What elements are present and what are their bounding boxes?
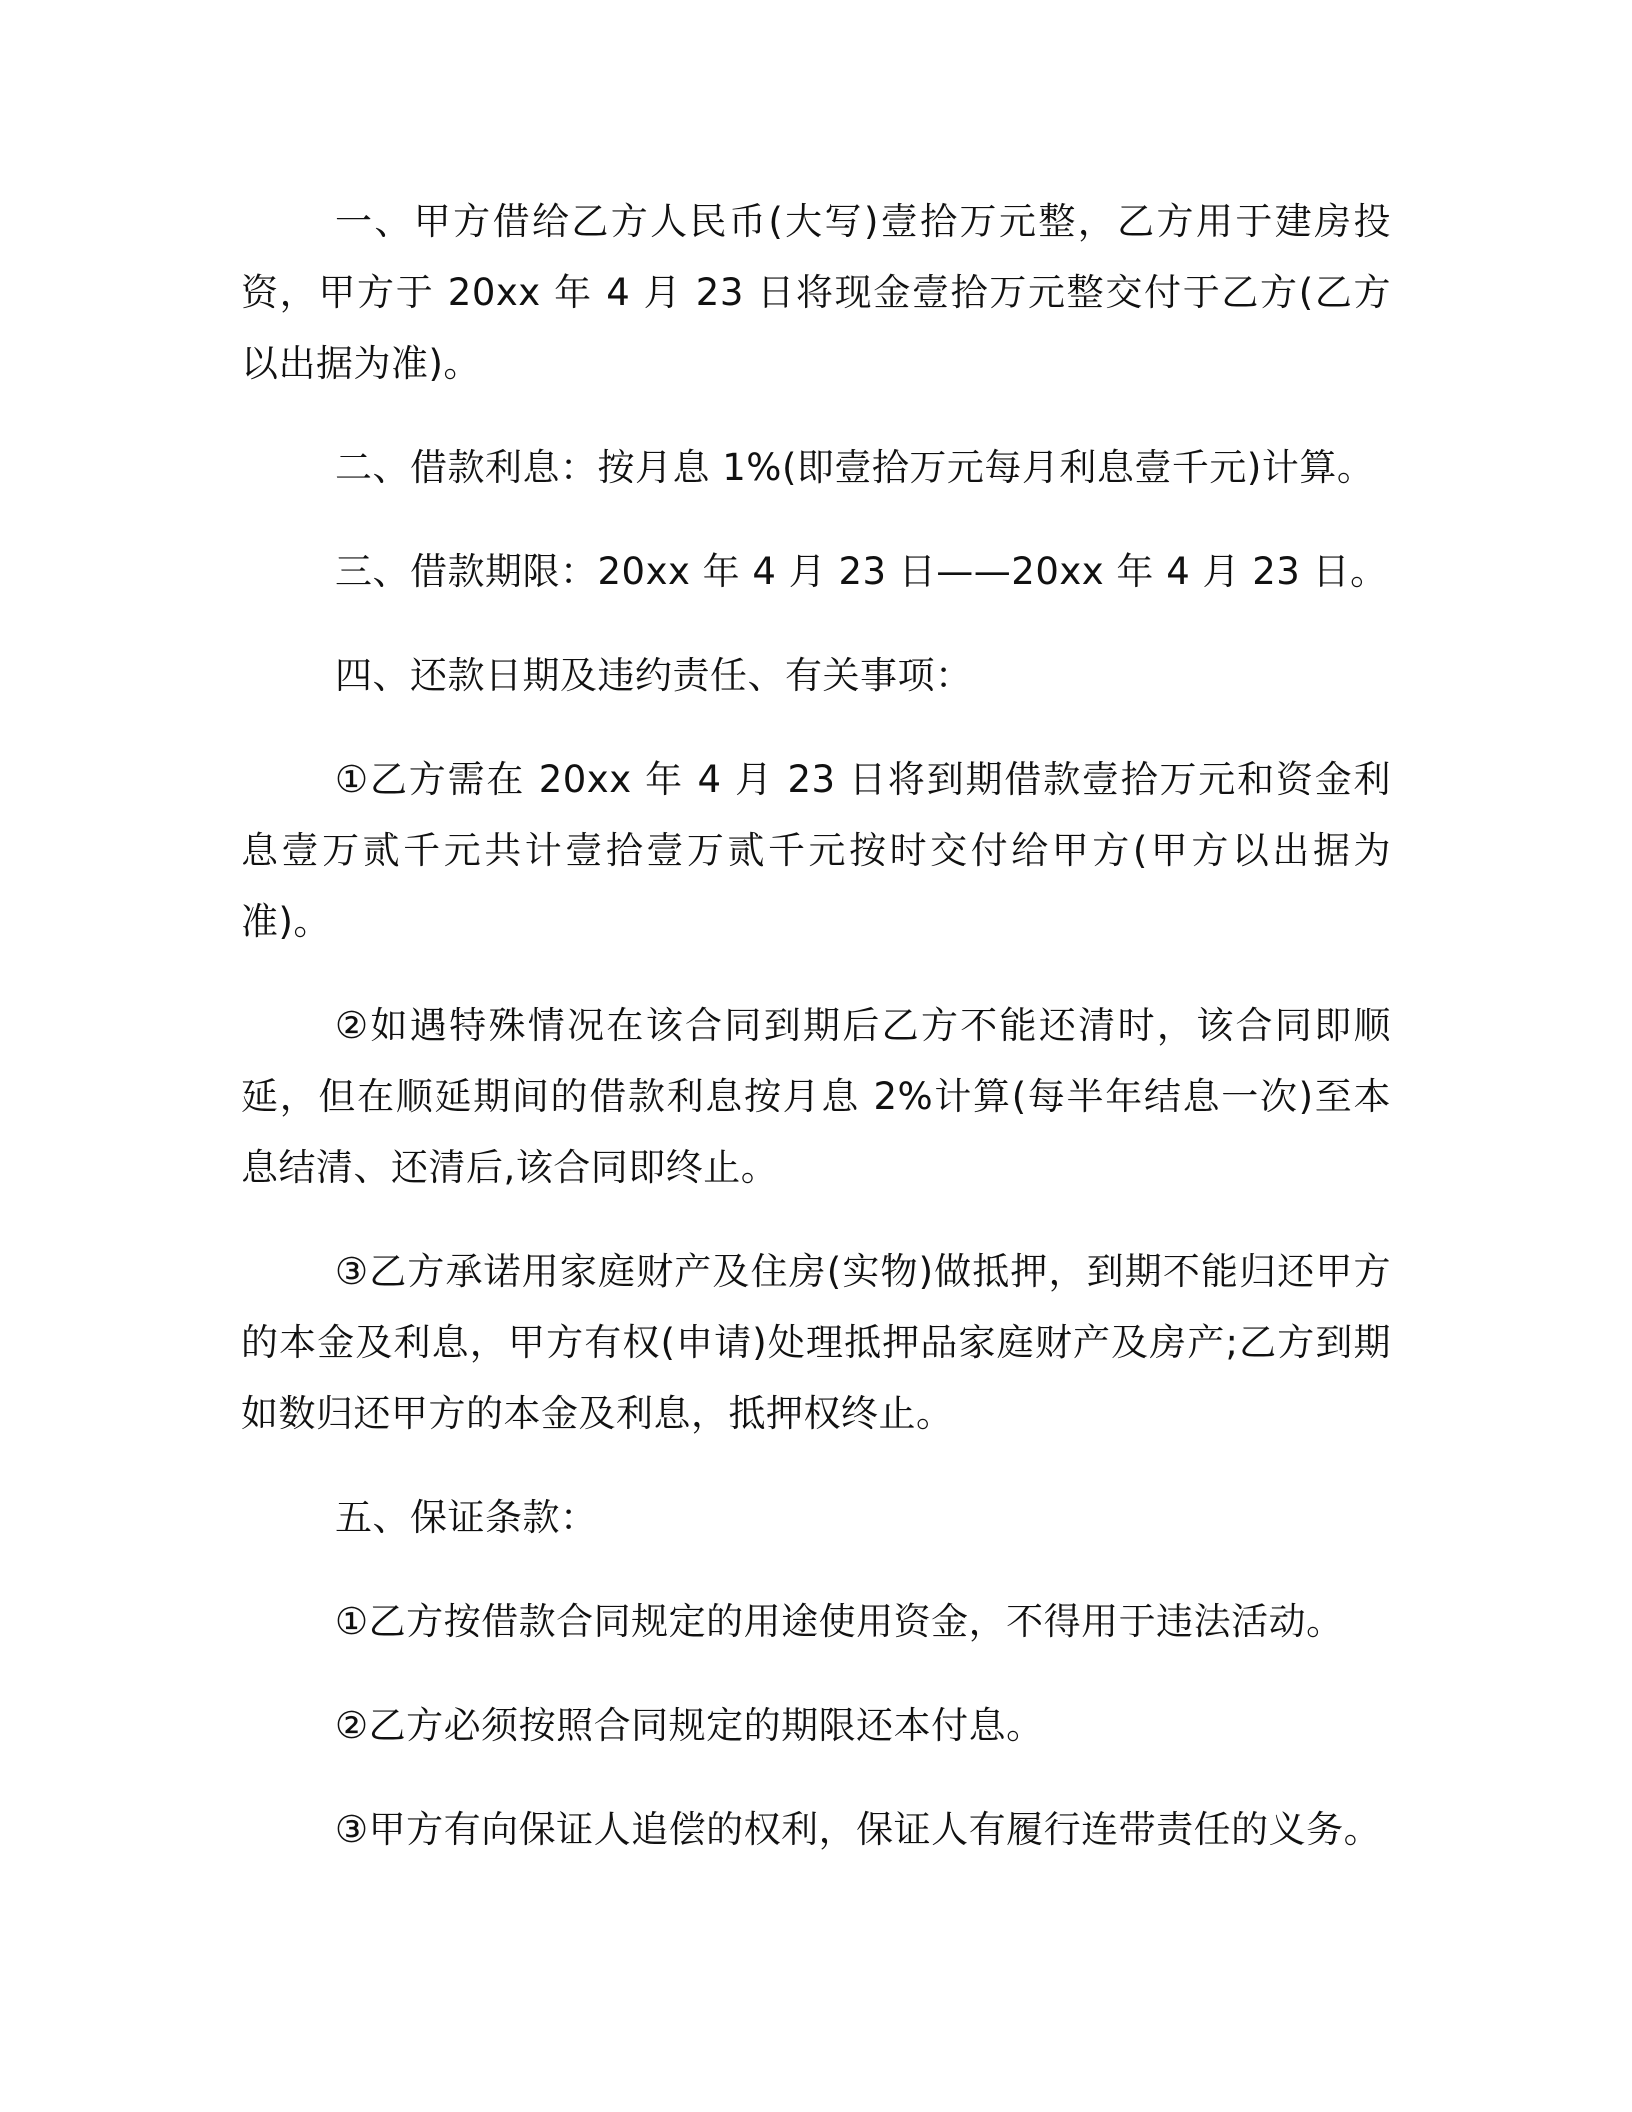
document-body <box>241 186 1391 1865</box>
clause-1-loan-amount: 一、甲方借给乙方人民币(大写)壹拾万元整，乙方用于建房投资，甲方于 20xx 年 4 月 23 日将现金壹拾万元整交付于乙方(乙方以出据为准)。 <box>241 200 1391 385</box>
clause-4-item-1: ①乙方需在 20xx 年 4 月 23 日将到期借款壹拾万元和资金利息壹万贰千元共计壹拾壹万贰千元按时交付给甲方(甲方以出据为准)。 <box>241 758 1391 943</box>
clause-5-item-3: ③甲方有向保证人追偿的权利，保证人有履行连带责任的义务。 <box>335 1808 1382 1851</box>
clause-4-item-3: ③乙方承诺用家庭财产及住房(实物)做抵押，到期不能归还甲方的本金及利息，甲方有权(申请)处理抵押品家庭财产及房产;乙方到期如数归还甲方的本金及利息，抵押权终止。 <box>241 1250 1391 1435</box>
clause-5-item-1: ①乙方按借款合同规定的用途使用资金，不得用于违法活动。 <box>335 1600 1344 1643</box>
clause-3-term: 三、借款期限：20xx 年 4 月 23 日——20xx 年 4 月 23 日。 <box>335 550 1388 593</box>
clause-5-item-2: ②乙方必须按照合同规定的期限还本付息。 <box>335 1704 1044 1747</box>
clause-5-heading: 五、保证条款： <box>335 1496 598 1539</box>
clause-2-interest: 二、借款利息：按月息 1%(即壹拾万元每月利息壹千元)计算。 <box>335 446 1375 489</box>
clause-4-heading: 四、还款日期及违约责任、有关事项： <box>335 654 973 697</box>
clause-4-item-2: ②如遇特殊情况在该合同到期后乙方不能还清时，该合同即顺延，但在顺延期间的借款利息按月息 2%计算(每半年结息一次)至本息结清、还清后,该合同即终止。 <box>241 1004 1391 1189</box>
